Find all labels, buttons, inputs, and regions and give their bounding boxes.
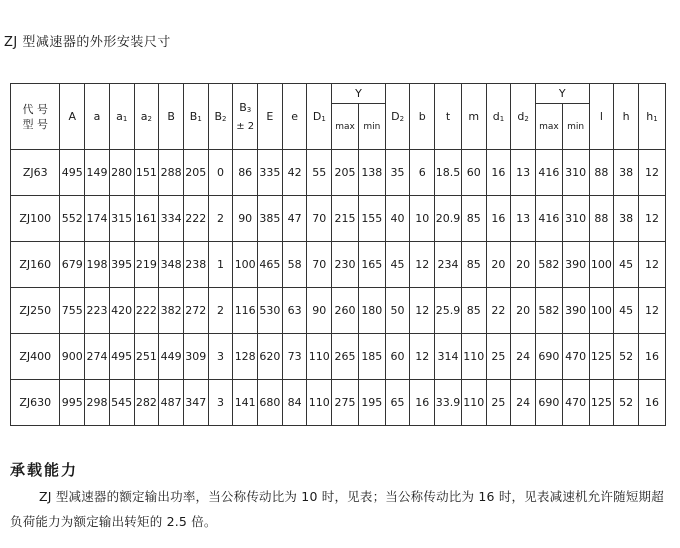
table-cell: 205 (183, 150, 208, 196)
table-cell: 12 (410, 334, 435, 380)
table-cell: 161 (134, 196, 159, 242)
header-Y1-max: max (332, 104, 359, 150)
table-cell: 12 (410, 288, 435, 334)
table-cell: 38 (614, 150, 639, 196)
table-cell: 86 (233, 150, 258, 196)
table-cell: 260 (332, 288, 359, 334)
header-Y2: Y (535, 84, 589, 104)
header-a: a (85, 84, 110, 150)
table-cell: 20 (511, 288, 536, 334)
table-cell: 12 (638, 196, 665, 242)
table-cell: 85 (461, 242, 486, 288)
table-cell: 22 (486, 288, 511, 334)
table-cell: 205 (332, 150, 359, 196)
table-cell: 24 (511, 380, 536, 426)
header-b: b (410, 84, 435, 150)
table-cell: 0 (208, 150, 233, 196)
table-cell: 3 (208, 334, 233, 380)
table-cell: 110 (461, 334, 486, 380)
table-cell: 582 (535, 288, 562, 334)
header-Y2-min: min (562, 104, 589, 150)
table-cell: 185 (358, 334, 385, 380)
table-cell: 110 (461, 380, 486, 426)
table-cell: 310 (562, 196, 589, 242)
table-cell: 58 (282, 242, 307, 288)
table-cell: 110 (307, 380, 332, 426)
table-cell: 180 (358, 288, 385, 334)
table-cell: 16 (638, 380, 665, 426)
table-cell: 45 (614, 242, 639, 288)
table-cell: 45 (614, 288, 639, 334)
table-body (11, 150, 666, 426)
table-cell: 20 (511, 242, 536, 288)
model-cell: ZJ160 (11, 242, 60, 288)
table-cell: 141 (233, 380, 258, 426)
table-cell: 20.9 (435, 196, 462, 242)
table-cell: 238 (183, 242, 208, 288)
table-cell: 348 (159, 242, 184, 288)
model-cell: ZJ100 (11, 196, 60, 242)
header-l: l (589, 84, 614, 150)
table-cell: 13 (511, 150, 536, 196)
table-cell: 138 (358, 150, 385, 196)
table-cell: 390 (562, 288, 589, 334)
table-cell: 125 (589, 380, 614, 426)
table-cell: 25 (486, 380, 511, 426)
table-cell: 165 (358, 242, 385, 288)
table-cell: 309 (183, 334, 208, 380)
page-title: ZJ 型减速器的外形安装尺寸 (4, 35, 171, 50)
table-cell: 545 (109, 380, 134, 426)
table-cell: 298 (85, 380, 110, 426)
table-cell: 35 (385, 150, 410, 196)
table-cell: 25 (486, 334, 511, 380)
table-cell: 416 (535, 150, 562, 196)
table-cell: 70 (307, 242, 332, 288)
table-cell: 16 (486, 196, 511, 242)
table-cell: 274 (85, 334, 110, 380)
table-cell: 487 (159, 380, 184, 426)
header-a1: a1 (109, 84, 134, 150)
model-cell: ZJ250 (11, 288, 60, 334)
table-row (11, 334, 666, 380)
header-B: B (159, 84, 184, 150)
table-cell: 395 (109, 242, 134, 288)
table-cell: 334 (159, 196, 184, 242)
table-cell: 282 (134, 380, 159, 426)
header-Y1-min: min (358, 104, 385, 150)
header-row-1 (11, 84, 666, 104)
table-cell: 335 (258, 150, 283, 196)
header-m: m (461, 84, 486, 150)
table-cell: 6 (410, 150, 435, 196)
table-cell: 420 (109, 288, 134, 334)
table-row (11, 196, 666, 242)
dimension-table (10, 83, 666, 426)
table-cell: 470 (562, 334, 589, 380)
table-cell: 900 (60, 334, 85, 380)
table-cell: 128 (233, 334, 258, 380)
table-cell: 275 (332, 380, 359, 426)
table-cell: 690 (535, 334, 562, 380)
table-cell: 416 (535, 196, 562, 242)
table-cell: 84 (282, 380, 307, 426)
table-cell: 45 (385, 242, 410, 288)
model-cell: ZJ63 (11, 150, 60, 196)
table-cell: 85 (461, 196, 486, 242)
header-B3: B3 ± 2 (233, 84, 258, 150)
table-cell: 382 (159, 288, 184, 334)
header-a2: a2 (134, 84, 159, 150)
table-cell: 24 (511, 334, 536, 380)
table-cell: 251 (134, 334, 159, 380)
table-cell: 314 (435, 334, 462, 380)
table-cell: 174 (85, 196, 110, 242)
table-cell: 2 (208, 288, 233, 334)
model-cell: ZJ630 (11, 380, 60, 426)
table-cell: 390 (562, 242, 589, 288)
header-e: e (282, 84, 307, 150)
table-cell: 12 (410, 242, 435, 288)
table-cell: 12 (638, 150, 665, 196)
table-cell: 385 (258, 196, 283, 242)
table-cell: 60 (385, 334, 410, 380)
capacity-heading: 承载能力 (10, 461, 79, 479)
header-h: h (614, 84, 639, 150)
table-cell: 280 (109, 150, 134, 196)
table-cell: 90 (307, 288, 332, 334)
table-cell: 272 (183, 288, 208, 334)
table-cell: 288 (159, 150, 184, 196)
table-cell: 223 (85, 288, 110, 334)
table-cell: 20 (486, 242, 511, 288)
table-cell: 149 (85, 150, 110, 196)
table-cell: 310 (562, 150, 589, 196)
table-cell: 12 (638, 288, 665, 334)
table-cell: 155 (358, 196, 385, 242)
table-cell: 55 (307, 150, 332, 196)
header-model: 代 号 型 号 (11, 84, 60, 150)
table-cell: 219 (134, 242, 159, 288)
header-h1: h1 (638, 84, 665, 150)
table-cell: 100 (589, 242, 614, 288)
table-cell: 16 (638, 334, 665, 380)
table-cell: 3 (208, 380, 233, 426)
table-cell: 495 (60, 150, 85, 196)
table-cell: 90 (233, 196, 258, 242)
capacity-text: ZJ 型减速器的额定输出功率，当公称传动比为 10 时，见表；当公称传动比为 16 时，见表减速机允许随短期超负荷能力为额定输出转矩的 2.5 倍。 (10, 489, 664, 529)
table-cell: 85 (461, 288, 486, 334)
table-cell: 449 (159, 334, 184, 380)
table-cell: 620 (258, 334, 283, 380)
table-cell: 198 (85, 242, 110, 288)
header-B2: B2 (208, 84, 233, 150)
header-Y2-max: max (535, 104, 562, 150)
table-cell: 680 (258, 380, 283, 426)
table-cell: 88 (589, 150, 614, 196)
header-B1: B1 (183, 84, 208, 150)
table-cell: 12 (638, 242, 665, 288)
table-cell: 18.5 (435, 150, 462, 196)
table-cell: 25.9 (435, 288, 462, 334)
table-cell: 679 (60, 242, 85, 288)
table-cell: 465 (258, 242, 283, 288)
table-cell: 1 (208, 242, 233, 288)
table-cell: 13 (511, 196, 536, 242)
table-cell: 52 (614, 380, 639, 426)
table-cell: 315 (109, 196, 134, 242)
table-cell: 10 (410, 196, 435, 242)
table-cell: 65 (385, 380, 410, 426)
table-cell: 47 (282, 196, 307, 242)
table-cell: 50 (385, 288, 410, 334)
table-cell: 70 (307, 196, 332, 242)
table-cell: 265 (332, 334, 359, 380)
header-t: t (435, 84, 462, 150)
header-D1: D1 (307, 84, 332, 150)
table-cell: 88 (589, 196, 614, 242)
table-cell: 2 (208, 196, 233, 242)
table-cell: 38 (614, 196, 639, 242)
table-cell: 63 (282, 288, 307, 334)
table-cell: 215 (332, 196, 359, 242)
table-cell: 755 (60, 288, 85, 334)
table-cell: 100 (233, 242, 258, 288)
table-cell: 552 (60, 196, 85, 242)
table-cell: 125 (589, 334, 614, 380)
table-row (11, 380, 666, 426)
table-cell: 42 (282, 150, 307, 196)
table-cell: 230 (332, 242, 359, 288)
table-cell: 582 (535, 242, 562, 288)
table-cell: 16 (486, 150, 511, 196)
header-D2: D2 (385, 84, 410, 150)
table-cell: 234 (435, 242, 462, 288)
table-cell: 16 (410, 380, 435, 426)
table-cell: 347 (183, 380, 208, 426)
header-E: E (258, 84, 283, 150)
table-cell: 222 (183, 196, 208, 242)
header-d2: d2 (511, 84, 536, 150)
table-cell: 40 (385, 196, 410, 242)
header-Y1: Y (332, 84, 386, 104)
model-cell: ZJ400 (11, 334, 60, 380)
table-cell: 470 (562, 380, 589, 426)
table-row (11, 288, 666, 334)
table-cell: 110 (307, 334, 332, 380)
table-cell: 33.9 (435, 380, 462, 426)
table-cell: 60 (461, 150, 486, 196)
table-cell: 52 (614, 334, 639, 380)
table-cell: 690 (535, 380, 562, 426)
table-cell: 151 (134, 150, 159, 196)
table-cell: 100 (589, 288, 614, 334)
table-cell: 495 (109, 334, 134, 380)
header-d1: d1 (486, 84, 511, 150)
table-row (11, 242, 666, 288)
table-cell: 195 (358, 380, 385, 426)
table-cell: 995 (60, 380, 85, 426)
table-cell: 116 (233, 288, 258, 334)
table-cell: 530 (258, 288, 283, 334)
table-row (11, 150, 666, 196)
table-cell: 222 (134, 288, 159, 334)
table-cell: 73 (282, 334, 307, 380)
header-A: A (60, 84, 85, 150)
